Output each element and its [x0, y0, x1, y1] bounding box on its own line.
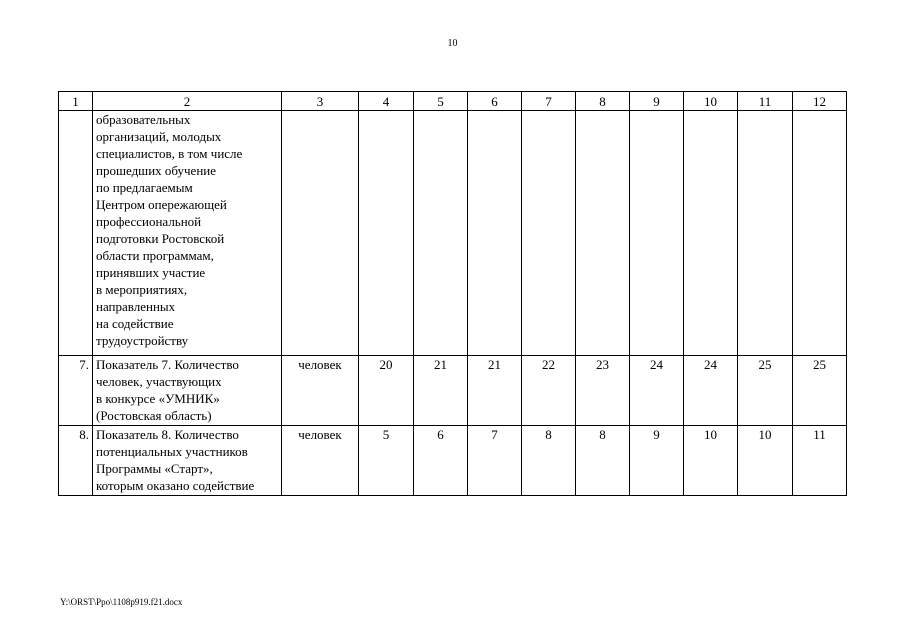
value-cell: 22 — [522, 356, 576, 426]
row-number-cell: 8. — [59, 426, 93, 496]
header-cell: 10 — [684, 92, 738, 111]
value-cell: 9 — [630, 426, 684, 496]
unit-cell: человек — [282, 426, 359, 496]
header-cell: 6 — [468, 92, 522, 111]
header-cell: 3 — [282, 92, 359, 111]
header-cell: 8 — [576, 92, 630, 111]
value-cell — [738, 111, 793, 356]
value-cell — [359, 111, 414, 356]
value-cell: 8 — [576, 426, 630, 496]
value-cell: 25 — [793, 356, 847, 426]
value-cell — [793, 111, 847, 356]
value-cell: 23 — [576, 356, 630, 426]
header-cell: 11 — [738, 92, 793, 111]
page-number: 10 — [447, 38, 458, 49]
value-cell — [414, 111, 468, 356]
value-cell: 10 — [738, 426, 793, 496]
value-cell — [468, 111, 522, 356]
header-cell: 4 — [359, 92, 414, 111]
header-cell: 1 — [59, 92, 93, 111]
table-row — [59, 111, 847, 356]
row-number-cell — [59, 111, 93, 356]
indicator-name-cell: Показатель 8. Количество потенциальных участников Программы «Старт», которым оказано содействие — [93, 426, 282, 496]
header-cell: 5 — [414, 92, 468, 111]
row-number-cell: 7. — [59, 356, 93, 426]
unit-cell — [282, 111, 359, 356]
header-cell: 7 — [522, 92, 576, 111]
table-row — [59, 426, 847, 496]
header-cell: 12 — [793, 92, 847, 111]
value-cell: 25 — [738, 356, 793, 426]
value-cell: 5 — [359, 426, 414, 496]
value-cell: 21 — [414, 356, 468, 426]
value-cell — [522, 111, 576, 356]
header-cell: 9 — [630, 92, 684, 111]
value-cell: 24 — [684, 356, 738, 426]
table-header-row — [59, 92, 847, 111]
value-cell: 6 — [414, 426, 468, 496]
table-row — [59, 356, 847, 426]
indicator-name-cell: Показатель 7. Количество человек, участвующих в конкурсе «УМНИК» (Ростовская область) — [93, 356, 282, 426]
value-cell: 24 — [630, 356, 684, 426]
indicator-name-cell: образовательных организаций, молодых специалистов, в том числе прошедших обучение по предлагаемым Центром опережающей профессиональной подготовки Ростовской области программам, принявших участие в мероприятиях, направленных на содействие трудоустройству — [93, 111, 282, 356]
value-cell: 7 — [468, 426, 522, 496]
value-cell: 20 — [359, 356, 414, 426]
value-cell: 21 — [468, 356, 522, 426]
value-cell — [684, 111, 738, 356]
file-path-footer: Y:\ORST\Ppo\1108p919.f21.docx — [60, 597, 183, 607]
value-cell: 10 — [684, 426, 738, 496]
value-cell: 8 — [522, 426, 576, 496]
indicators-table — [58, 91, 847, 496]
unit-cell: человек — [282, 356, 359, 426]
value-cell: 11 — [793, 426, 847, 496]
value-cell — [630, 111, 684, 356]
value-cell — [576, 111, 630, 356]
header-cell: 2 — [93, 92, 282, 111]
